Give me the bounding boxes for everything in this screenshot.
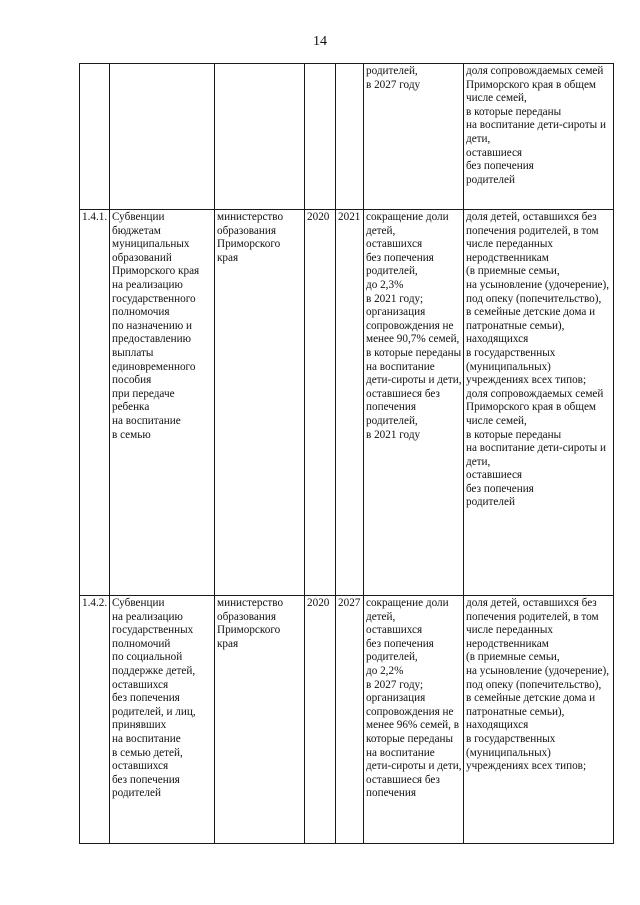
page-number: 14	[313, 34, 327, 49]
measure-name-cell: Субвенции бюджетам муниципальных образований Приморского края на реализацию государственного полномочия по назначению и предоставлению выплаты единовременного пособия при передаче ребенка на воспитание в семью	[110, 210, 215, 596]
measure-name-cell	[110, 64, 215, 210]
indicator-cell: доля детей, оставшихся без попечения родителей, в том числе переданных неродственникам (в приемные семьи, на усыновление (удочерение), под опеку (попечительство), в семейные детские дома и патронатные семьи), находящихся в государственных (муниципальных) учреждениях всех типов; доля сопровождаемых семей Приморского края в общем числе семей, в которые переданы на воспитание дети-сироты и дети, оставшиеся без попечения родителей	[464, 210, 614, 596]
executor-cell	[215, 64, 305, 210]
start-year-cell: 2020	[305, 596, 336, 844]
end-year-cell: 2027	[336, 596, 364, 844]
measures-table	[79, 63, 614, 844]
start-year-cell: 2020	[305, 210, 336, 596]
table-row	[80, 64, 614, 210]
row-number-cell: 1.4.2.	[80, 596, 110, 844]
table-row	[80, 596, 614, 844]
expected-result-cell: сокращение доли детей, оставшихся без попечения родителей, до 2,3% в 2021 году; организация сопровождения не менее 90,7% семей, в которые переданы на воспитание дети-сироты и дети, оставшиеся без попечения родителей, в 2021 году	[364, 210, 464, 596]
executor-cell: министерство образования Приморского края	[215, 210, 305, 596]
indicator-cell: доля сопровождаемых семей Приморского края в общем числе семей, в которые переданы на воспитание дети-сироты и дети, оставшиеся без попечения родителей	[464, 64, 614, 210]
measure-name-cell: Субвенции на реализацию государственных полномочий по социальной поддержке детей, оставшихся без попечения родителей, и лиц, принявших на воспитание в семью детей, оставшихся без попечения родителей	[110, 596, 215, 844]
end-year-cell: 2021	[336, 210, 364, 596]
indicator-cell: доля детей, оставшихся без попечения родителей, в том числе переданных неродственникам (в приемные семьи, на усыновление (удочерение), под опеку (попечительство), в семейные детские дома и патронатные семьи), находящихся в государственных (муниципальных) учреждениях всех типов;	[464, 596, 614, 844]
expected-result-cell: родителей, в 2027 году	[364, 64, 464, 210]
row-number-cell: 1.4.1.	[80, 210, 110, 596]
start-year-cell	[305, 64, 336, 210]
table-row	[80, 210, 614, 596]
end-year-cell	[336, 64, 364, 210]
expected-result-cell: сокращение доли детей, оставшихся без попечения родителей, до 2,2% в 2027 году; организация сопровождения не менее 96% семей, в которые переданы на воспитание дети-сироты и дети, оставшиеся без попечения	[364, 596, 464, 844]
row-number-cell	[80, 64, 110, 210]
executor-cell: министерство образования Приморского края	[215, 596, 305, 844]
